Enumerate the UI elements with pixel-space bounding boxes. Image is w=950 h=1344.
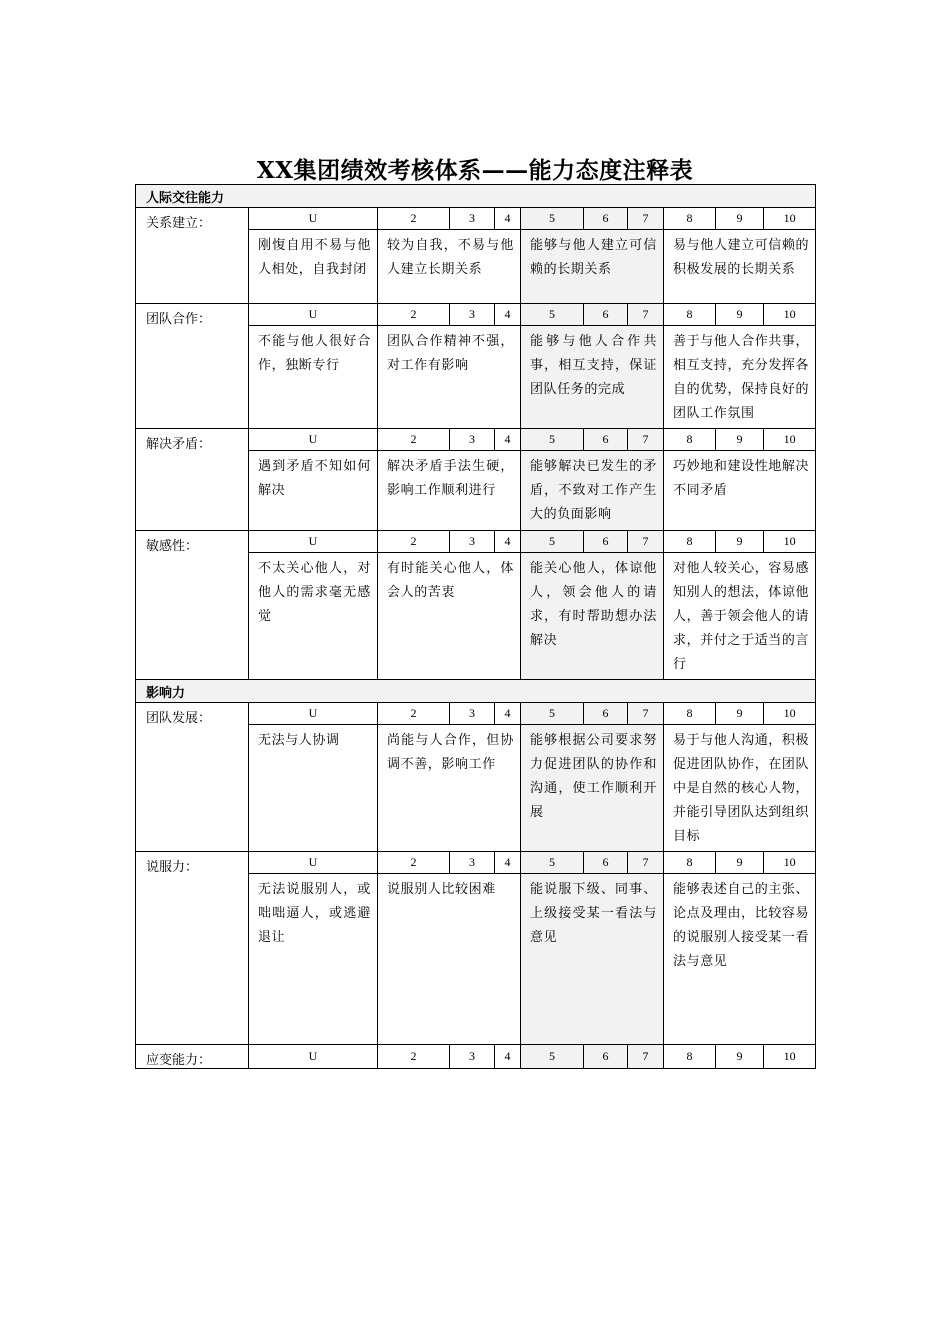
level-description: 遇到矛盾不知如何解决 — [249, 451, 378, 531]
level-description: 巧妙地和建设性地解决不同矛盾 — [664, 451, 816, 531]
level-description: 能够解决已发生的矛盾，不致对工作产生大的负面影响 — [521, 451, 664, 531]
score-cell: 7 — [628, 703, 664, 725]
score-cell: 5 — [521, 703, 584, 725]
score-cell: 2 — [378, 1045, 450, 1069]
score-cell: 10 — [764, 531, 816, 553]
score-cell: 9 — [716, 429, 764, 451]
level-description: 说服别人比较困难 — [378, 874, 521, 1045]
score-cell: 3 — [450, 304, 495, 326]
score-cell: U — [249, 304, 378, 326]
criterion-label: 团队发展： — [136, 703, 249, 852]
score-cell: 3 — [450, 531, 495, 553]
level-description: 刚愎自用不易与他人相处，自我封闭 — [249, 230, 378, 304]
score-cell: 10 — [764, 304, 816, 326]
level-description: 善于与他人合作共事，相互支持，充分发挥各自的优势，保持良好的团队工作氛围 — [664, 326, 816, 429]
score-cell: U — [249, 531, 378, 553]
score-cell: 8 — [664, 852, 716, 874]
score-cell: 9 — [716, 208, 764, 230]
score-cell: 6 — [584, 1045, 628, 1069]
score-cell: 6 — [584, 429, 628, 451]
score-cell: 2 — [378, 703, 450, 725]
score-cell: 2 — [378, 852, 450, 874]
score-cell: 6 — [584, 703, 628, 725]
level-description: 能够与他人合作共事，相互支持，保证团队任务的完成 — [521, 326, 664, 429]
score-cell: 9 — [716, 531, 764, 553]
criterion-label: 应变能力： — [136, 1045, 249, 1069]
level-description: 尚能与人合作，但协调不善，影响工作 — [378, 725, 521, 852]
score-cell: 8 — [664, 531, 716, 553]
score-cell: 9 — [716, 852, 764, 874]
score-cell: 8 — [664, 304, 716, 326]
score-cell: 6 — [584, 531, 628, 553]
criterion-label: 解决矛盾： — [136, 429, 249, 531]
score-cell: 7 — [628, 429, 664, 451]
score-cell: 9 — [716, 304, 764, 326]
criterion-label: 团队合作： — [136, 304, 249, 429]
score-cell: 4 — [495, 304, 521, 326]
criterion-label: 说服力： — [136, 852, 249, 1045]
level-description: 能关心他人，体谅他人，领会他人的请求，有时帮助想办法解决 — [521, 553, 664, 680]
score-cell: 4 — [495, 429, 521, 451]
score-cell: 8 — [664, 208, 716, 230]
score-cell: 7 — [628, 531, 664, 553]
level-description: 较为自我，不易与他人建立长期关系 — [378, 230, 521, 304]
level-description: 对他人较关心，容易感知别人的想法，体谅他人，善于领会他人的请求，并付之于适当的言行 — [664, 553, 816, 680]
score-cell: 5 — [521, 208, 584, 230]
score-cell: U — [249, 703, 378, 725]
score-cell: 2 — [378, 429, 450, 451]
level-description: 能够根据公司要求努力促进团队的协作和沟通，使工作顺利开展 — [521, 725, 664, 852]
criterion-label: 敏感性： — [136, 531, 249, 680]
score-cell: 3 — [450, 703, 495, 725]
score-cell: 6 — [584, 304, 628, 326]
score-cell: 10 — [764, 852, 816, 874]
score-cell: 7 — [628, 304, 664, 326]
score-cell: 6 — [584, 208, 628, 230]
score-cell: 8 — [664, 1045, 716, 1069]
score-cell: 3 — [450, 852, 495, 874]
level-description: 能说服下级、同事、上级接受某一看法与意见 — [521, 874, 664, 1045]
score-cell: 4 — [495, 531, 521, 553]
section-header: 影响力 — [136, 680, 816, 703]
score-cell: 7 — [628, 208, 664, 230]
score-cell: 5 — [521, 531, 584, 553]
score-cell: 4 — [495, 852, 521, 874]
score-cell: 10 — [764, 1045, 816, 1069]
level-description: 能够表述自己的主张、论点及理由，比较容易的说服别人接受某一看法与意见 — [664, 874, 816, 1045]
score-cell: 7 — [628, 852, 664, 874]
level-description: 不能与他人很好合作，独断专行 — [249, 326, 378, 429]
score-cell: 9 — [716, 1045, 764, 1069]
score-cell: 5 — [521, 429, 584, 451]
score-cell: 3 — [450, 208, 495, 230]
score-cell: U — [249, 852, 378, 874]
score-cell: 2 — [378, 304, 450, 326]
score-cell: 6 — [584, 852, 628, 874]
score-cell: 5 — [521, 304, 584, 326]
score-cell: 3 — [450, 1045, 495, 1069]
score-cell: U — [249, 429, 378, 451]
competency-table — [135, 184, 816, 1069]
score-cell: 5 — [521, 852, 584, 874]
level-description: 易于与他人沟通，积极促进团队协作，在团队中是自然的核心人物，并能引导团队达到组织目标 — [664, 725, 816, 852]
score-cell: U — [249, 1045, 378, 1069]
section-header: 人际交往能力 — [136, 185, 816, 208]
score-cell: 5 — [521, 1045, 584, 1069]
level-description: 无法与人协调 — [249, 725, 378, 852]
score-cell: 8 — [664, 703, 716, 725]
page-title: XX集团绩效考核体系——能力态度注释表 — [256, 157, 694, 184]
score-cell: 2 — [378, 531, 450, 553]
level-description: 能够与他人建立可信赖的长期关系 — [521, 230, 664, 304]
score-cell: 7 — [628, 1045, 664, 1069]
level-description: 易与他人建立可信赖的积极发展的长期关系 — [664, 230, 816, 304]
score-cell: 3 — [450, 429, 495, 451]
score-cell: U — [249, 208, 378, 230]
level-description: 有时能关心他人，体会人的苦衷 — [378, 553, 521, 680]
level-description: 无法说服别人，或咄咄逼人，或逃避退让 — [249, 874, 378, 1045]
level-description: 解决矛盾手法生硬，影响工作顺利进行 — [378, 451, 521, 531]
score-cell: 8 — [664, 429, 716, 451]
score-cell: 4 — [495, 703, 521, 725]
score-cell: 9 — [716, 703, 764, 725]
score-cell: 4 — [495, 208, 521, 230]
score-cell: 10 — [764, 208, 816, 230]
score-cell: 2 — [378, 208, 450, 230]
level-description: 团队合作精神不强，对工作有影响 — [378, 326, 521, 429]
level-description: 不太关心他人，对他人的需求毫无感觉 — [249, 553, 378, 680]
score-cell: 4 — [495, 1045, 521, 1069]
criterion-label: 关系建立： — [136, 208, 249, 304]
score-cell: 10 — [764, 429, 816, 451]
score-cell: 10 — [764, 703, 816, 725]
